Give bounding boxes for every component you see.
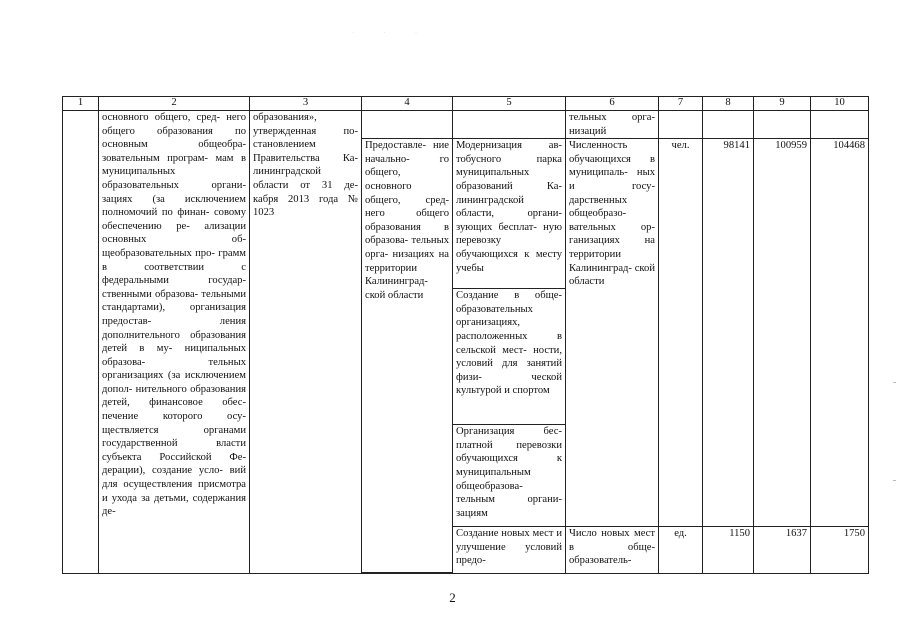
column-number: 10 (811, 97, 869, 111)
cell-col9 (754, 111, 811, 139)
cell-col5: Создание в обще- образовательных организациях, расположенных в сельской мест- ности, условий для занятий физи- ческой культурой и спортом (453, 289, 566, 425)
column-number: 8 (703, 97, 754, 111)
cell-col6: тельных орга- низаций (566, 111, 659, 139)
scan-mark (893, 382, 896, 383)
column-number: 5 (453, 97, 566, 111)
cell-col4 (362, 111, 453, 139)
column-number: 3 (250, 97, 362, 111)
cell-col5: Создание новых мест и улучшение условий предо- (453, 527, 566, 574)
cell-col6: Число новых мест в обще- образователь- (566, 527, 659, 574)
cell-col2 (99, 111, 250, 574)
header-row (63, 97, 869, 111)
column-number: 6 (566, 97, 659, 111)
page-number: 2 (449, 590, 456, 605)
cell-text: образования», утвержденная по- (253, 112, 358, 137)
cell-col7 (659, 111, 703, 139)
scan-specks: · · · (352, 30, 431, 36)
cell-col9: 100959 (754, 139, 811, 527)
cell-col10: 104468 (811, 139, 869, 527)
cell-text: по основным общеобра- зовательным програм- мам в муниципальных образовательных органи- зациях (за исключением полномочий по финан- совому обеспечению ре- ализации основных об- щеобразовательных про- грамм в соответствии с федеральными государ- ственными образова- тельными стандартами), организация предостав- ления дополнительного образования детей в му- ниципальных образова- тельных организациях (за исключением допол- нительного образования детей, финансовое обес- печение которого осу- ществляется органами государственной власти субъекта Российской Фе- дерации), создание усло- вий для осуществления присмотра и ухода за детьми, содержания де- (102, 125, 246, 518)
cell-col10 (811, 111, 869, 139)
cell-col9: 1637 (754, 527, 811, 574)
data-table (62, 96, 869, 574)
cell-col8: 1150 (703, 527, 754, 574)
cell-text: основного общего, сред- него общего образования (102, 112, 246, 137)
cell-col6: Численность обучающихся в муниципаль- ных и госу- дарственных общеобразо- вательных ор- ганизациях на территории Калининград- ской области (566, 139, 659, 527)
column-number: 1 (63, 97, 99, 111)
cell-col4: Предоставле- ние начально- го общего, основного общего, сред- него общего образования в образова- тельных орга- низациях на территории Калининград- ской области (362, 139, 453, 573)
cell-col7: ед. (659, 527, 703, 574)
cell-col1 (63, 111, 99, 574)
table-row (63, 111, 869, 139)
scan-mark (893, 480, 896, 481)
cell-col8: 98141 (703, 139, 754, 527)
column-number: 2 (99, 97, 250, 111)
cell-text: становлением Правительства Ка- лининградской области от 31 де- кабря 2013 года № 1023 (253, 139, 358, 219)
cell-col3 (250, 111, 362, 574)
column-number: 7 (659, 97, 703, 111)
cell-col8 (703, 111, 754, 139)
column-number: 4 (362, 97, 453, 111)
cell-col5: Модернизация ав- тобусного парка муниципальных образований Ка- лининградской области, органи- зующих бесплат- ную перевозку обучающихся к месту учебы (453, 139, 566, 289)
cell-col5: Организация бес- платной перевозки обучающихся к муниципальным общеобразова- тельным органи- зациям (453, 425, 566, 527)
cell-col10: 1750 (811, 527, 869, 574)
column-number: 9 (754, 97, 811, 111)
cell-col7: чел. (659, 139, 703, 527)
cell-col5 (453, 111, 566, 139)
cell-col4 (362, 573, 453, 574)
